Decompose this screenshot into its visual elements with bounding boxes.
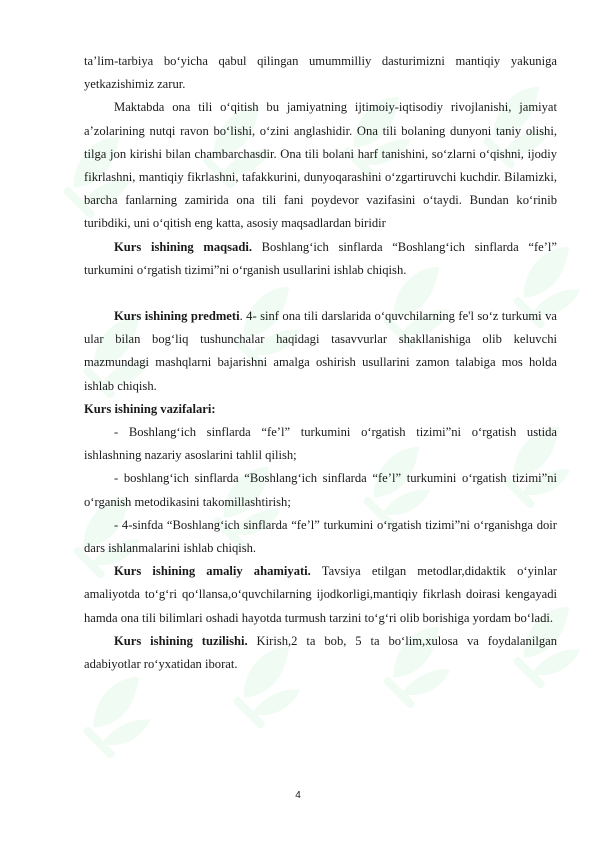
page-number: 4 <box>295 790 301 801</box>
list-item-text: - Boshlang‘ich sinflarda “fe’l” turkumini o‘rgatish tizimi”ni o‘rgatish ustida ishlashning nazariy asoslarini tahlil qilish; <box>84 425 557 463</box>
paragraph-text: Maktabda ona tili o‘qitish bu jamiyatning ijtimoiy-iqtisodiy rivojlanishi, jamiyat a’zolarining nutqi ravon bo‘lishi, o‘zini anglashidir. Ona tili bolaning dunyoni taniy olishi, tilga jon kirishi bilan chambarchasdir. Ona tili bolani harf tanishini, so‘zlarni o‘qishni, ijodiy fikrlashni, mantiqiy fikrlashni, tafakkurini, dunyoqarashini o‘zgartiruvchi kuchdir. Bilamizki, barcha fanlarning zamirida ona tili fani poydevor vazifasini o‘taydi. Bundan ko‘rinib turibdiki, uni o‘qitish eng katta, asosiy maqsadlardan biridir <box>84 100 557 231</box>
section-heading-tasks <box>84 398 557 421</box>
paragraph-structure <box>84 630 557 676</box>
paragraph-heading: Kurs ishining amaliy ahamiyati. <box>114 564 311 579</box>
paragraph-intro <box>84 96 557 235</box>
paragraph-text: . 4- sinf ona tili darslarida o‘quvchilarning fe'l so‘z turkumi va ular bilan bog‘liq tushunchalar haqidagi tasavvurlar shakllanishiga olib keluvchi mazmundagi mashqlarni bajarishni amalga oshirish usullarini zamon talabiga mos holda ishlab chiqish. <box>84 309 557 393</box>
list-item <box>84 514 557 560</box>
paragraph-heading: Kurs ishining tuzilishi. <box>114 633 248 648</box>
list-item <box>84 467 557 513</box>
paragraph-text: Boshlang‘ich sinflarda “Boshlang‘ich sinflarda “fe’l” turkumini o‘rgatish tizimi”ni o‘rganish usullarini ishlab chiqish. <box>84 239 558 277</box>
paragraph-course-subject <box>84 305 557 398</box>
paragraph-course-goal <box>84 236 557 282</box>
paragraph-practical-value <box>84 560 557 630</box>
paragraph-heading: Kurs ishining maqsadi. <box>114 239 252 254</box>
paragraph-continuation <box>84 50 557 96</box>
document-body <box>84 50 557 676</box>
paragraph-heading: Kurs ishining predmeti <box>114 309 240 324</box>
list-item-text: - boshlang‘ich sinflarda “Boshlang‘ich sinflarda “fe’l” turkumini o‘rgatish tizimi”ni o‘rganish metodikasini takomillashtirish; <box>84 471 557 509</box>
list-item-text: - 4-sinfda “Boshlang‘ich sinflarda “fe’l” turkumini o‘rgatish tizimi”ni o‘rganishga doir dars ishlanmalarini ishlab chiqish. <box>84 517 557 556</box>
list-item <box>84 421 557 467</box>
paragraph-text: Tavsiya etilgan metodlar,didaktik o‘yinlar amaliyotda to‘g‘ri qo‘llansa,o‘quvchilarning ijodkorligi,mantiqiy fikrlash doirasi kengayadi hamda ona tili bilimlari oshadi hayotda turmush tarzini to‘g‘ri olib borishiga yordam bo‘ladi. <box>84 564 557 625</box>
paragraph-heading: Kurs ishining vazifalari: <box>84 401 216 416</box>
paragraph-text: ta’lim-tarbiya bo‘yicha qabul qilingan umummilliy dasturimizni mantiqiy yakuniga yetkazishimiz zarur. <box>84 54 557 92</box>
paragraph-text: Kirish,2 ta bob, 5 ta bo‘lim,xulosa va foydalanilgan adabiyotlar ro‘yxatidan iborat. <box>84 633 557 672</box>
